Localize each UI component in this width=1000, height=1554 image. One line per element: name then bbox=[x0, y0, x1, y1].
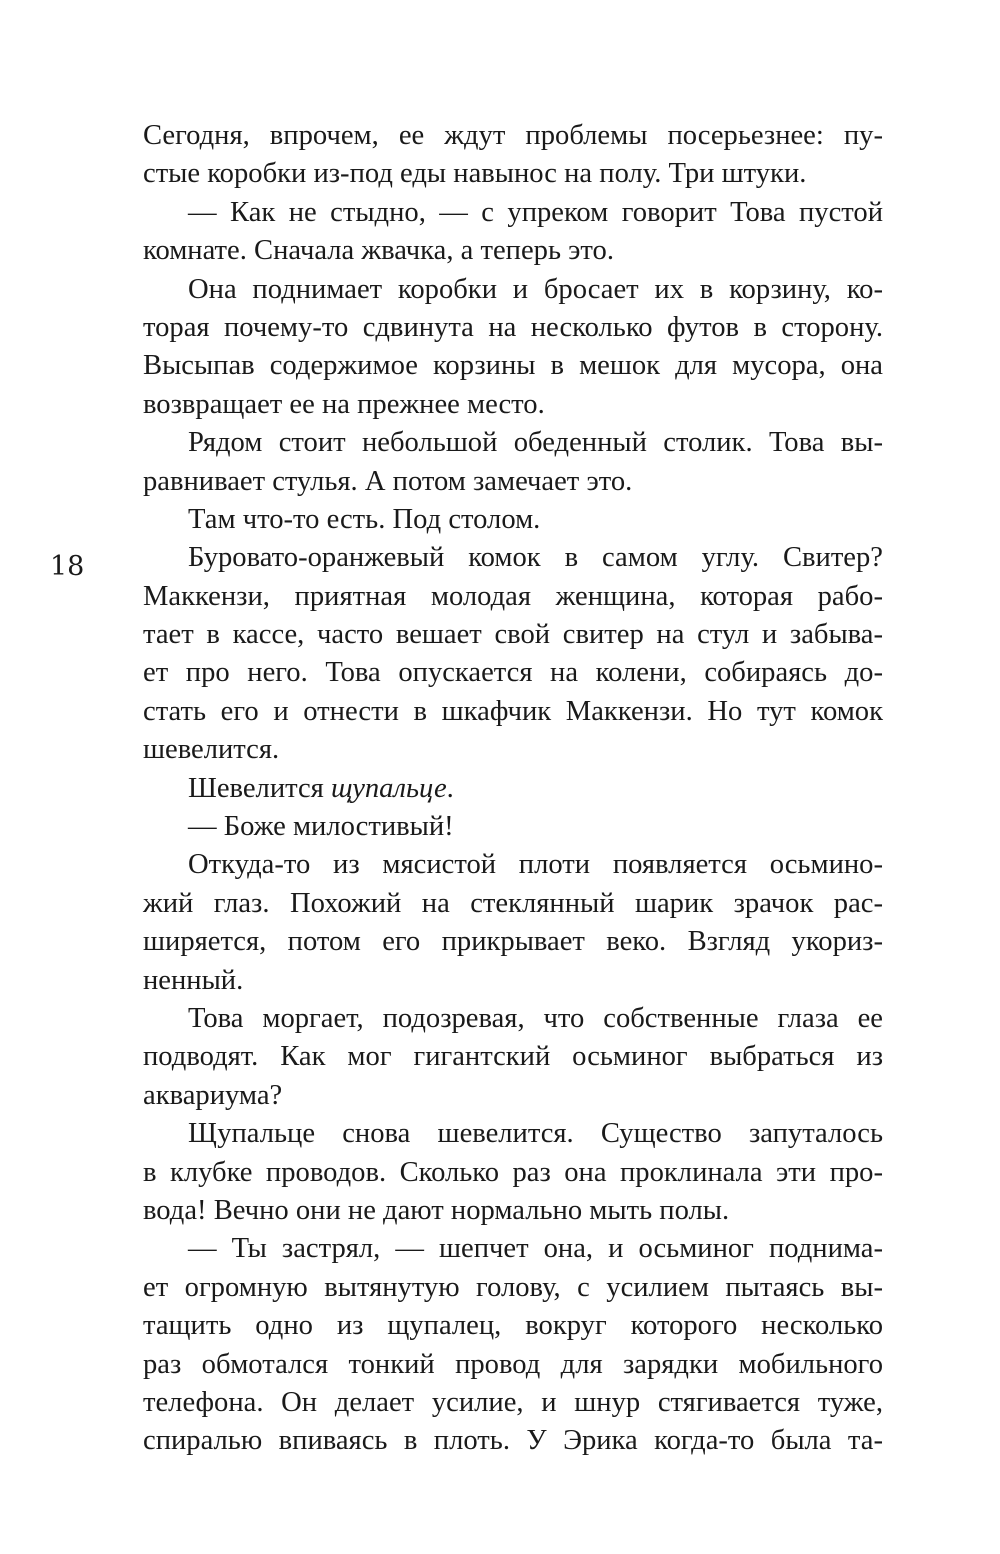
text-line bbox=[143, 693, 883, 731]
text-line bbox=[143, 1422, 883, 1460]
text-line bbox=[143, 923, 883, 961]
text-line bbox=[143, 846, 883, 884]
text-line-content: Высыпав содержимое корзины в мешок для мусора, она bbox=[143, 350, 883, 382]
text-line-content: в клубке проводов. Сколько раз она проклинала эти про- bbox=[143, 1156, 883, 1188]
text-line-content: Маккензи, приятная молодая женщина, которая рабо- bbox=[143, 580, 883, 612]
text-line bbox=[143, 1000, 883, 1038]
text-line bbox=[143, 654, 883, 692]
emphasis-text: щупальце bbox=[330, 772, 447, 804]
page-number: 18 bbox=[50, 551, 85, 582]
text-line-content: торая почему-то сдвинута на несколько футов в сторону. bbox=[143, 311, 883, 343]
text-line-content: Она поднимает коробки и бросает их в корзину, ко- bbox=[188, 273, 883, 305]
text-line bbox=[143, 578, 883, 616]
text-line-content: — Как не стыдно, — с упреком говорит Това пустой bbox=[188, 196, 883, 228]
text-line bbox=[143, 1384, 883, 1422]
text-line bbox=[143, 885, 883, 923]
text-line-content: тает в кассе, часто вешает свой свитер на стул и забыва- bbox=[143, 619, 883, 651]
text-line-content: шевелится. bbox=[143, 734, 280, 766]
text-line bbox=[143, 463, 883, 501]
text-line-content: Щупальце снова шевелится. Существо запуталось bbox=[188, 1118, 883, 1150]
text-line-content: Това моргает, подозревая, что собственные глаза ее bbox=[188, 1002, 883, 1034]
text-line bbox=[143, 616, 883, 654]
text-line-content: Рядом стоит небольшой обеденный столик. Това вы- bbox=[188, 427, 883, 459]
text-line bbox=[143, 194, 883, 232]
text-line-content: Шевелится bbox=[188, 772, 331, 804]
text-line bbox=[143, 770, 883, 808]
text-line bbox=[143, 1307, 883, 1345]
text-line-content: ет огромную вытянутую голову, с усилием пытаясь вы- bbox=[143, 1271, 883, 1303]
text-line bbox=[143, 1115, 883, 1153]
text-line-content: комнате. Сначала жвачка, а теперь это. bbox=[143, 235, 614, 267]
text-line-content: равнивает стулья. А потом замечает это. bbox=[143, 465, 633, 497]
text-line bbox=[143, 539, 883, 577]
text-line-content: ширяется, потом его прикрывает веко. Взгляд укориз- bbox=[143, 926, 883, 958]
text-line bbox=[143, 117, 883, 155]
text-line bbox=[143, 424, 883, 462]
text-line bbox=[143, 962, 883, 1000]
text-line-content: возвращает ее на прежнее место. bbox=[143, 388, 545, 420]
body-text bbox=[143, 117, 883, 1461]
text-line-content: раз обмотался тонкий провод для зарядки мобильного bbox=[143, 1348, 883, 1380]
text-line bbox=[143, 386, 883, 424]
text-line bbox=[143, 1230, 883, 1268]
text-line-content: спиралью впиваясь в плоть. У Эрика когда-то была та- bbox=[143, 1425, 883, 1457]
text-line-content: вода! Вечно они не дают нормально мыть полы. bbox=[143, 1194, 730, 1226]
text-line-content: — Боже милостивый! bbox=[188, 811, 454, 843]
text-line bbox=[143, 271, 883, 309]
text-line bbox=[143, 1346, 883, 1384]
text-line bbox=[143, 1038, 883, 1076]
text-line bbox=[143, 1269, 883, 1307]
text-line bbox=[143, 232, 883, 270]
text-line bbox=[143, 1154, 883, 1192]
text-line-content: Сегодня, впрочем, ее ждут проблемы посерьезнее: пу- bbox=[143, 120, 883, 151]
text-line-content: подводят. Как мог гигантский осьминог выбраться из bbox=[143, 1041, 883, 1073]
text-line bbox=[143, 155, 883, 193]
text-line bbox=[143, 309, 883, 347]
text-line bbox=[143, 347, 883, 385]
text-line bbox=[143, 808, 883, 846]
text-line-content: Буровато-оранжевый комок в самом углу. Свитер? bbox=[188, 542, 883, 574]
text-line bbox=[143, 731, 883, 769]
text-line-content: ненный. bbox=[143, 964, 244, 996]
text-line-content: — Ты застрял, — шепчет она, и осьминог поднима- bbox=[188, 1233, 883, 1265]
text-line-content: тащить одно из щупалец, вокруг которого несколько bbox=[143, 1310, 883, 1342]
text-line-content: аквариума? bbox=[143, 1079, 283, 1111]
text-line-content: ет про него. Това опускается на колени, собираясь до- bbox=[143, 657, 883, 689]
text-line bbox=[143, 1077, 883, 1115]
text-line-content: Откуда-то из мясистой плоти появляется осьмино- bbox=[188, 849, 883, 881]
text-line-content: телефона. Он делает усилие, и шнур стягивается туже, bbox=[143, 1386, 883, 1418]
text-line bbox=[143, 501, 883, 539]
text-line bbox=[143, 1192, 883, 1230]
text-line-content: стые коробки из-под еды навынос на полу. Три штуки. bbox=[143, 158, 807, 190]
text-line-content: жий глаз. Похожий на стеклянный шарик зрачок рас- bbox=[143, 887, 883, 919]
text-line-content: стать его и отнести в шкафчик Маккензи. Но тут комок bbox=[143, 695, 883, 727]
text-line-tail: . bbox=[446, 772, 454, 804]
text-line-content: Там что-то есть. Под столом. bbox=[188, 503, 541, 535]
